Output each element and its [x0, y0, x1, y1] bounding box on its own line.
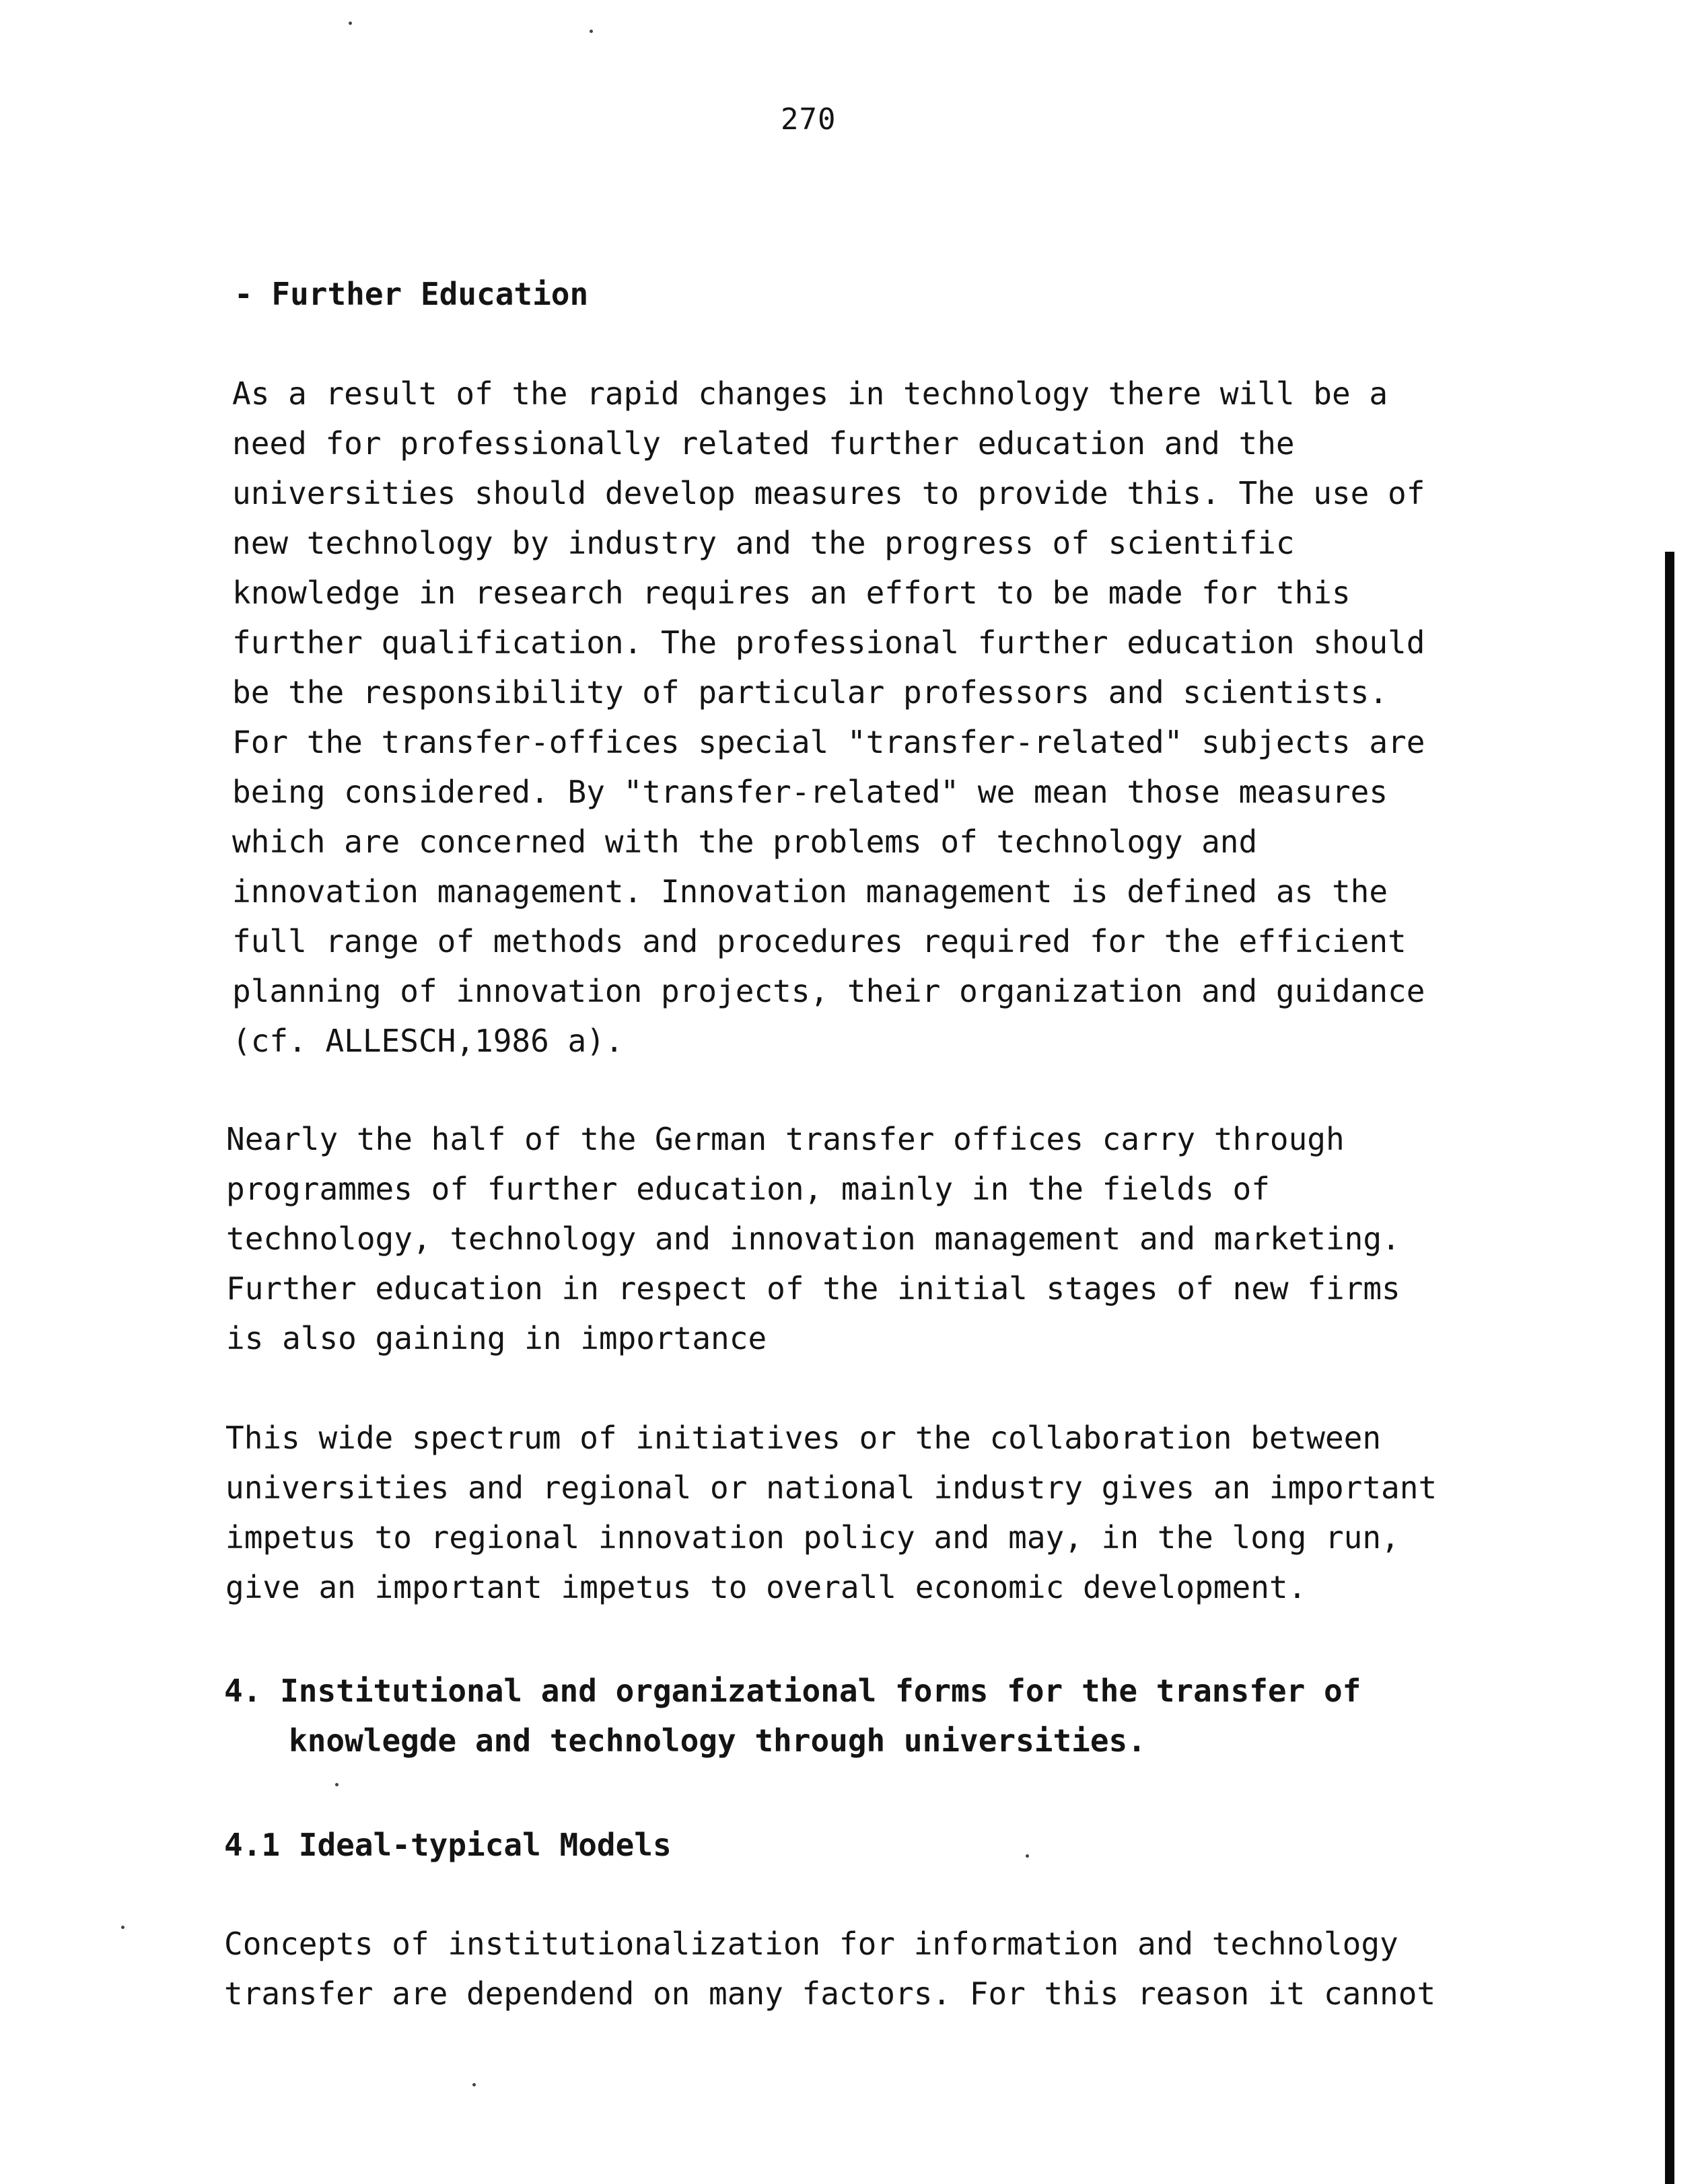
text-line: is also gaining in importance: [226, 1320, 767, 1356]
text-line: need for professionally related further education and the: [232, 425, 1295, 462]
subheading-further-education: - Further Education: [234, 276, 589, 312]
text-line: universities should develop measures to provide this. The use of: [232, 475, 1425, 511]
heading-line: knowlegde and technology through universities.: [289, 1722, 1146, 1759]
text-line: which are concerned with the problems of technology and: [232, 824, 1258, 860]
text-line: further qualification. The professional further education should: [232, 624, 1425, 661]
text-line: Nearly the half of the German transfer offices carry through: [226, 1121, 1345, 1157]
text-line: Further education in respect of the initial stages of new firms: [226, 1270, 1400, 1307]
text-line: planning of innovation projects, their organization and guidance: [232, 973, 1425, 1009]
text-line: For the transfer-offices special "transfer-related" subjects are: [232, 724, 1425, 760]
paragraph-concepts: [224, 1919, 1435, 2018]
text-line: technology, technology and innovation management and marketing.: [226, 1221, 1400, 1257]
text-line: new technology by industry and the progress of scientific: [232, 525, 1295, 561]
scan-speck: [590, 30, 593, 33]
heading-line: 4. Institutional and organizational forms for the transfer of: [224, 1673, 1361, 1709]
text-line: give an important impetus to overall economic development.: [225, 1569, 1307, 1605]
text-line: be the responsibility of particular professors and scientists.: [232, 674, 1388, 711]
scan-speck: [472, 2083, 476, 2086]
paragraph-wide-spectrum: [225, 1413, 1437, 1612]
text-line: As a result of the rapid changes in technology there will be a: [232, 375, 1388, 412]
text-line: being considered. By "transfer-related" we mean those measures: [232, 774, 1388, 810]
text-line: Concepts of institutionalization for information and technology: [224, 1926, 1398, 1962]
text-line: This wide spectrum of initiatives or the collaboration between: [225, 1420, 1382, 1456]
text-line: knowledge in research requires an effort to be made for this: [232, 575, 1351, 611]
text-line: programmes of further education, mainly in the fields of: [226, 1171, 1270, 1207]
page-number: 270: [781, 102, 837, 137]
text-line: transfer are dependend on many factors. For this reason it cannot: [224, 1975, 1436, 2012]
scan-speck: [121, 1926, 125, 1929]
scan-speck: [349, 22, 352, 25]
paragraph-german-transfer-offices: [226, 1114, 1400, 1363]
text-line: universities and regional or national industry gives an important: [225, 1469, 1438, 1506]
scan-speck: [335, 1783, 339, 1786]
text-line: impetus to regional innovation policy and may, in the long run,: [225, 1519, 1400, 1556]
section-4-heading: [224, 1666, 1361, 1766]
section-4-1-heading: 4.1 Ideal-typical Models: [224, 1827, 672, 1863]
text-line: (cf. ALLESCH,1986 a).: [232, 1023, 624, 1059]
scan-edge-shadow: [1665, 552, 1674, 2184]
text-line: innovation management. Innovation management is defined as the: [232, 873, 1388, 910]
paragraph-further-education: [232, 369, 1425, 1066]
scan-speck: [1026, 1854, 1029, 1858]
text-line: full range of methods and procedures required for the efficient: [232, 923, 1407, 959]
